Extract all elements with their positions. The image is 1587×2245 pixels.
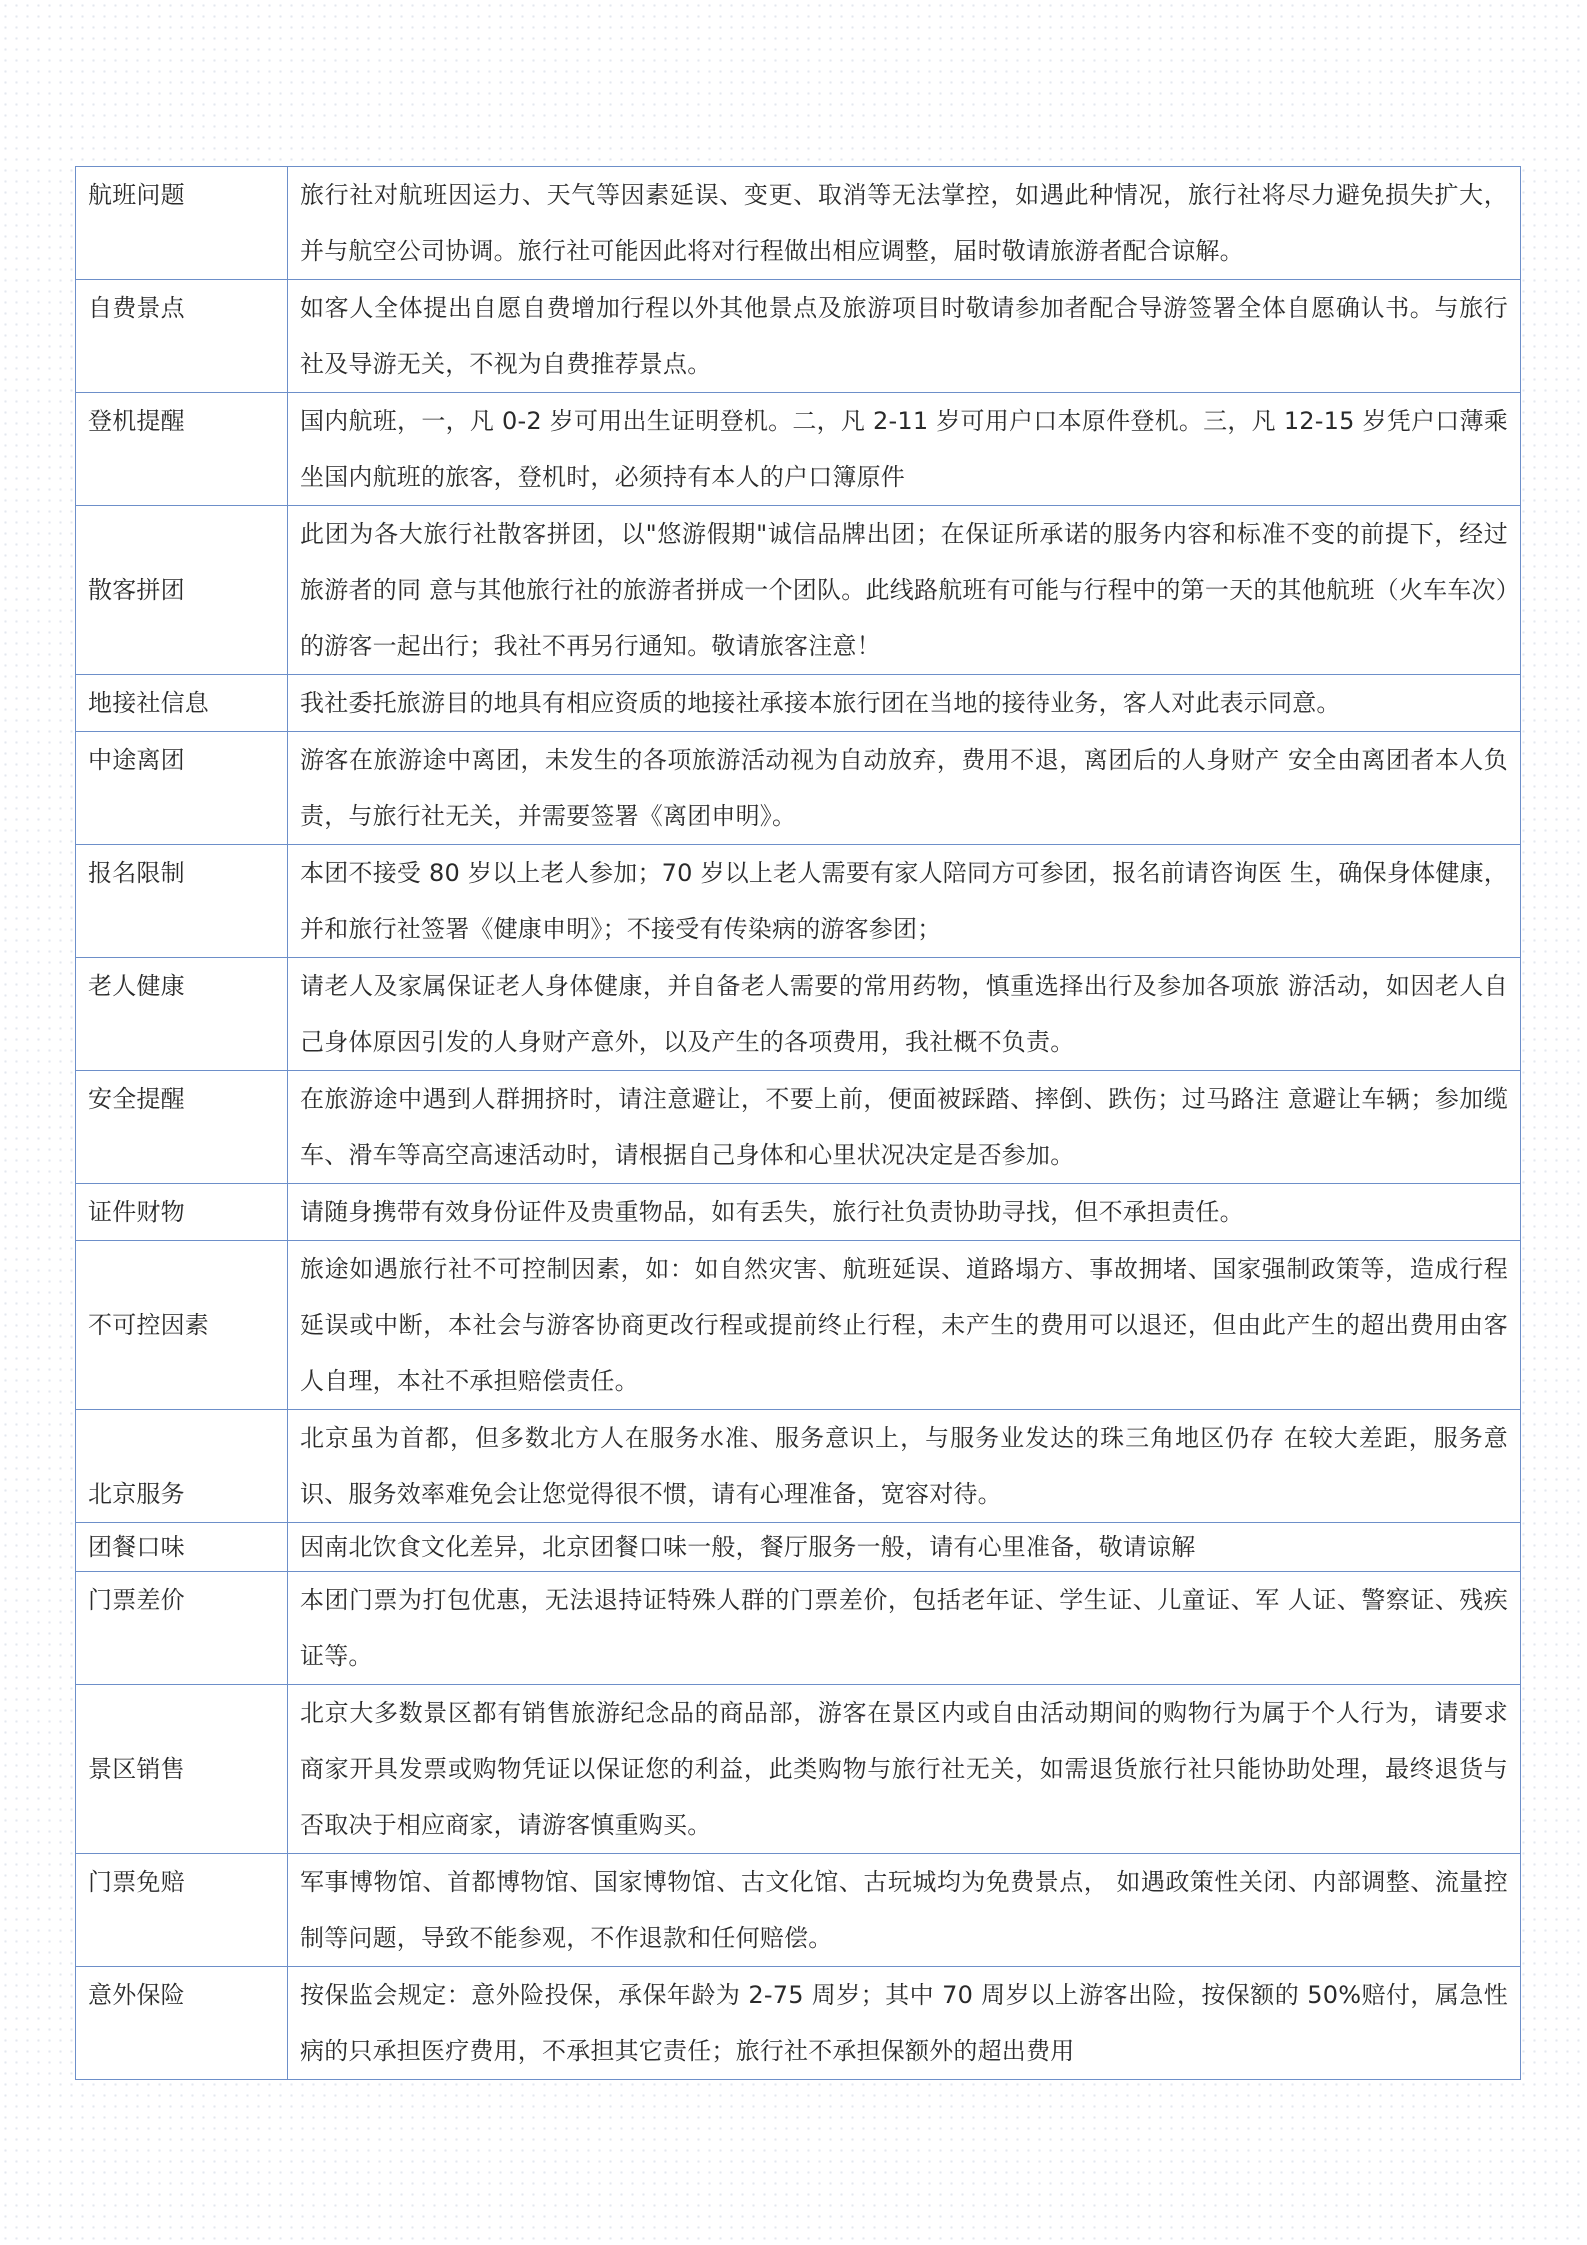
row-label-force-majeure: 不可控因素 (76, 1241, 288, 1410)
row-label-accident-insurance: 意外保险 (76, 1967, 288, 2080)
table-row (76, 1184, 1521, 1241)
row-label-elderly-health: 老人健康 (76, 958, 288, 1071)
row-label-group-join: 散客拼团 (76, 506, 288, 675)
row-label-group-meals: 团餐口味 (76, 1523, 288, 1572)
travel-notice-table (75, 166, 1521, 2080)
row-label-optional-sights: 自费景点 (76, 280, 288, 393)
row-text-accident-insurance: 按保监会规定：意外险投保，承保年龄为 2-75 周岁；其中 70 周岁以上游客出险，按保额的 50%赔付，属急性病的只承担医疗费用，不承担其它责任；旅行社不承担保额外的超出费用 (288, 1967, 1521, 2080)
table-row (76, 167, 1521, 280)
table-row (76, 845, 1521, 958)
row-text-free-tickets: 军事博物馆、首都博物馆、国家博物馆、古文化馆、古玩城均为免费景点， 如遇政策性关闭、内部调整、流量控制等问题，导致不能参观，不作退款和任何赔偿。 (288, 1854, 1521, 1967)
row-text-documents: 请随身携带有效身份证件及贵重物品，如有丢失，旅行社负责协助寻找，但不承担责任。 (288, 1184, 1521, 1241)
table-row (76, 1854, 1521, 1967)
row-text-boarding: 国内航班，一，凡 0-2 岁可用出生证明登机。二，凡 2-11 岁可用户口本原件登机。三，凡 12-15 岁凭户口薄乘坐国内航班的旅客，登机时，必须持有本人的户口簿原件 (288, 393, 1521, 506)
table-row (76, 1523, 1521, 1572)
row-label-scenic-shopping: 景区销售 (76, 1685, 288, 1854)
row-label-flight: 航班问题 (76, 167, 288, 280)
row-text-elderly-health: 请老人及家属保证老人身体健康，并自备老人需要的常用药物，慎重选择出行及参加各项旅 游活动，如因老人自己身体原因引发的人身财产意外，以及产生的各项费用，我社概不负责。 (288, 958, 1521, 1071)
table-row (76, 732, 1521, 845)
table-row (76, 1241, 1521, 1410)
row-label-beijing-service: 北京服务 (76, 1410, 288, 1523)
table-row (76, 280, 1521, 393)
row-label-boarding: 登机提醒 (76, 393, 288, 506)
row-label-local-agency: 地接社信息 (76, 675, 288, 732)
row-label-free-tickets: 门票免赔 (76, 1854, 288, 1967)
row-text-beijing-service: 北京虽为首都，但多数北方人在服务水准、服务意识上，与服务业发达的珠三角地区仍存 在较大差距，服务意识、服务效率难免会让您觉得很不惯，请有心理准备，宽容对待。 (288, 1410, 1521, 1523)
row-label-safety: 安全提醒 (76, 1071, 288, 1184)
table-row (76, 506, 1521, 675)
table-row (76, 1410, 1521, 1523)
row-text-local-agency: 我社委托旅游目的地具有相应资质的地接社承接本旅行团在当地的接待业务，客人对此表示同意。 (288, 675, 1521, 732)
table-row (76, 958, 1521, 1071)
table-row (76, 393, 1521, 506)
row-text-ticket-difference: 本团门票为打包优惠，无法退持证特殊人群的门票差价，包括老年证、学生证、儿童证、军 人证、警察证、残疾证等。 (288, 1572, 1521, 1685)
table-row (76, 1685, 1521, 1854)
row-text-safety: 在旅游途中遇到人群拥挤时，请注意避让，不要上前，便面被踩踏、摔倒、跌伤；过马路注 意避让车辆；参加缆车、滑车等高空高速活动时，请根据自己身体和心里状况决定是否参加。 (288, 1071, 1521, 1184)
row-text-group-meals: 因南北饮食文化差异，北京团餐口味一般，餐厅服务一般，请有心里准备，敬请谅解 (288, 1523, 1521, 1572)
table-row (76, 1071, 1521, 1184)
row-label-leave-group: 中途离团 (76, 732, 288, 845)
row-text-scenic-shopping: 北京大多数景区都有销售旅游纪念品的商品部，游客在景区内或自由活动期间的购物行为属于个人行为，请要求商家开具发票或购物凭证以保证您的利益，此类购物与旅行社无关，如需退货旅行社只能协助处理，最终退货与否取决于相应商家，请游客慎重购买。 (288, 1685, 1521, 1854)
table-row (76, 1572, 1521, 1685)
row-label-documents: 证件财物 (76, 1184, 288, 1241)
row-label-registration-limit: 报名限制 (76, 845, 288, 958)
row-text-leave-group: 游客在旅游途中离团，未发生的各项旅游活动视为自动放弃，费用不退，离团后的人身财产 安全由离团者本人负责，与旅行社无关，并需要签署《离团申明》。 (288, 732, 1521, 845)
table-row (76, 675, 1521, 732)
table-row (76, 1967, 1521, 2080)
row-text-group-join: 此团为各大旅行社散客拼团，以"悠游假期"诚信品牌出团；在保证所承诺的服务内容和标准不变的前提下，经过旅游者的同 意与其他旅行社的旅游者拼成一个团队。此线路航班有可能与行程中的第一天的其他航班（火车车次）的游客一起出行；我社不再另行通知。敬请旅客注意！ (288, 506, 1521, 675)
row-text-flight: 旅行社对航班因运力、天气等因素延误、变更、取消等无法掌控，如遇此种情况，旅行社将尽力避免损失扩大，并与航空公司协调。旅行社可能因此将对行程做出相应调整，届时敬请旅游者配合谅解。 (288, 167, 1521, 280)
row-text-registration-limit: 本团不接受 80 岁以上老人参加；70 岁以上老人需要有家人陪同方可参团，报名前请咨询医 生，确保身体健康，并和旅行社签署《健康申明》；不接受有传染病的游客参团； (288, 845, 1521, 958)
row-label-ticket-difference: 门票差价 (76, 1572, 288, 1685)
row-text-optional-sights: 如客人全体提出自愿自费增加行程以外其他景点及旅游项目时敬请参加者配合导游签署全体自愿确认书。与旅行社及导游无关，不视为自费推荐景点。 (288, 280, 1521, 393)
row-text-force-majeure: 旅途如遇旅行社不可控制因素，如：如自然灾害、航班延误、道路塌方、事故拥堵、国家强制政策等，造成行程延误或中断，本社会与游客协商更改行程或提前终止行程，未产生的费用可以退还，但由此产生的超出费用由客人自理，本社不承担赔偿责任。 (288, 1241, 1521, 1410)
